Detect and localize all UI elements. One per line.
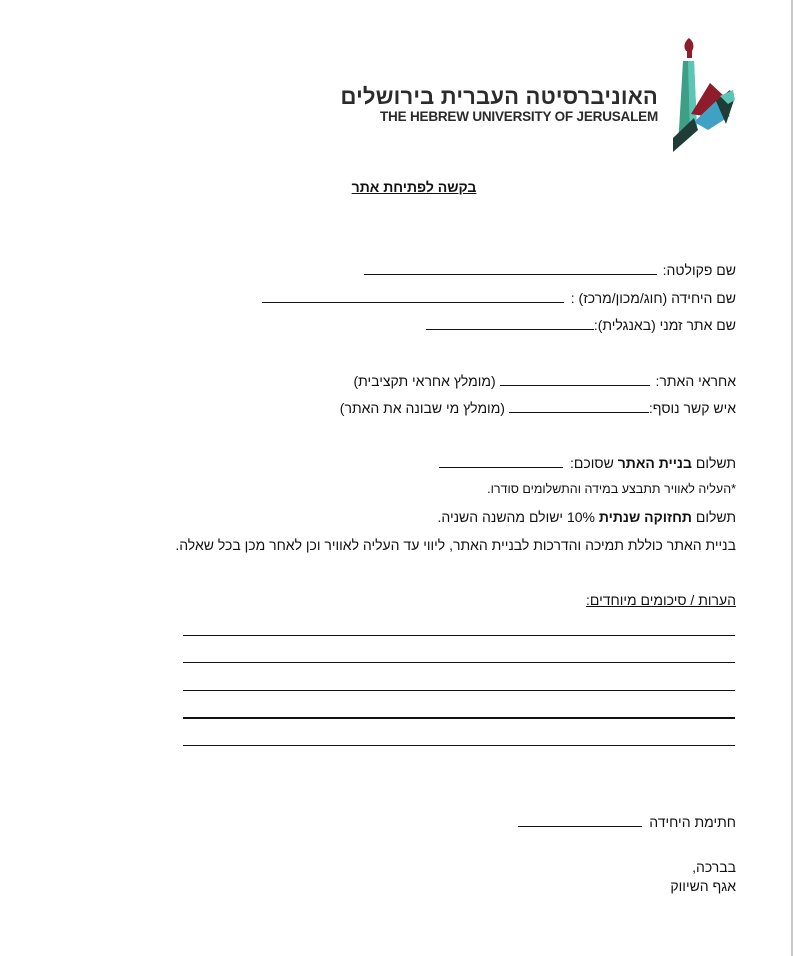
maintenance-bold: תחזוקה שנתית — [598, 509, 692, 525]
maintenance-row — [437, 509, 736, 525]
contact-note: (מומלץ מי שבונה את האתר) — [339, 400, 505, 416]
faculty-field[interactable] — [364, 261, 657, 275]
unit-label: שם היחידה (חוג/מכון/מרכז) : — [570, 290, 736, 306]
remarks-line[interactable] — [183, 662, 735, 663]
university-name-en: THE HEBREW UNIVERSITY OF JERUSALEM — [380, 109, 658, 124]
remarks-heading: הערות / סיכומים מיוחדים: — [586, 592, 736, 608]
site-owner-note: (מומלץ אחראי תקציבית) — [353, 373, 496, 389]
closing-dept: אגף השיווק — [670, 878, 736, 894]
signature-row — [518, 813, 736, 830]
payment-bold: בניית האתר — [617, 455, 692, 471]
unit-field[interactable] — [262, 289, 564, 303]
site-owner-field[interactable] — [500, 372, 650, 386]
remarks-line[interactable] — [183, 745, 735, 746]
signature-field[interactable] — [518, 813, 642, 827]
faculty-row — [364, 261, 736, 278]
payment-prefix: תשלום — [695, 455, 736, 471]
contact-row — [340, 399, 736, 416]
closing-greeting: בברכה, — [692, 859, 736, 875]
contact-field[interactable] — [509, 399, 649, 413]
remarks-line[interactable] — [183, 635, 735, 636]
site-owner-label: אחראי האתר: — [655, 373, 736, 389]
site-owner-row — [353, 372, 736, 389]
remarks-line[interactable] — [183, 690, 735, 691]
maintenance-prefix: תשלום — [695, 509, 736, 525]
contact-label: איש קשר נוסף: — [648, 400, 736, 416]
signature-label: חתימת היחידה — [649, 814, 736, 830]
remarks-line[interactable] — [183, 717, 735, 719]
maintenance-suffix: 10% ישולם מהשנה השניה. — [437, 509, 595, 525]
logo-flame — [684, 38, 693, 51]
temp-site-field[interactable] — [426, 316, 594, 330]
university-logo — [668, 34, 740, 152]
logo-flame-stem — [687, 51, 692, 58]
form-title: בקשה לפתיחת אתר — [351, 179, 477, 195]
unit-row — [262, 289, 736, 306]
payment-row — [439, 454, 736, 471]
payment-field[interactable] — [439, 454, 563, 468]
launch-note: *העליה לאוויר תתבצע במידה והתשלומים סודרו. — [487, 482, 736, 496]
support-note: בניית האתר כוללת תמיכה והדרכות לבניית האתר, ליווי עד העליה לאוויר וכן לאחר מכן בכל שאלה. — [175, 537, 736, 553]
university-name-he: האוניברסיטה העברית בירושלים — [340, 84, 658, 109]
temp-site-row — [426, 316, 736, 333]
payment-suffix: שסוכם: — [570, 455, 614, 471]
temp-site-label: שם אתר זמני (באנגלית): — [593, 317, 736, 333]
faculty-label: שם פקולטה: — [662, 262, 736, 278]
